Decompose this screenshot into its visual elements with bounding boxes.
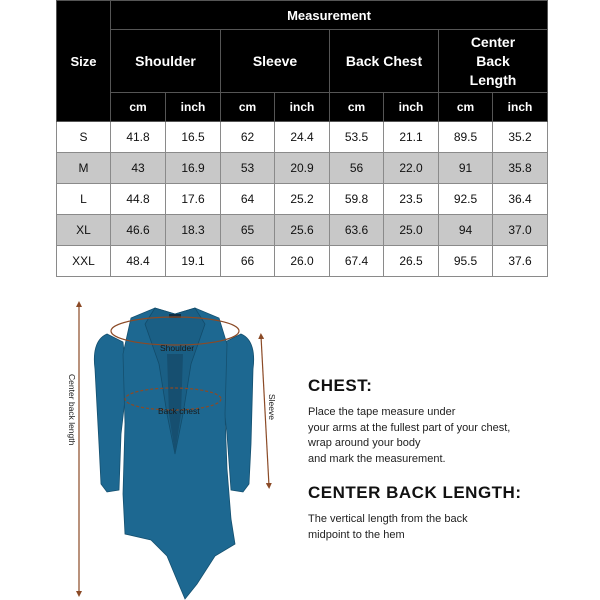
- table-cell: 92.5: [439, 184, 493, 215]
- shoulder-label: Shoulder: [160, 343, 195, 353]
- table-cell: 37.6: [493, 246, 548, 277]
- table-cell: 41.8: [111, 122, 166, 153]
- table-cell: 48.4: [111, 246, 166, 277]
- unit-header: cm: [439, 93, 493, 122]
- cardigan-measurement-figure: [55, 294, 295, 600]
- table-cell: 53: [221, 153, 275, 184]
- table-cell: 63.6: [330, 215, 384, 246]
- sleeve-header: Sleeve: [221, 30, 330, 93]
- table-cell: 20.9: [275, 153, 330, 184]
- table-cell: 94: [439, 215, 493, 246]
- size-cell: L: [57, 184, 111, 215]
- table-cell: 44.8: [111, 184, 166, 215]
- table-cell: 16.9: [166, 153, 221, 184]
- table-cell: 25.6: [275, 215, 330, 246]
- unit-header: inch: [493, 93, 548, 122]
- center-back-length-label: Center back length: [67, 374, 77, 446]
- table-cell: 21.1: [384, 122, 439, 153]
- table-cell: 25.2: [275, 184, 330, 215]
- table-header-row-columns: [57, 30, 548, 93]
- sleeve-label: Sleeve: [267, 394, 277, 420]
- measurement-header: Measurement: [111, 1, 548, 30]
- center-back-instruction-line: The vertical length from the back: [308, 513, 468, 525]
- center-back-length-title: CENTER BACK LENGTH:: [308, 483, 522, 502]
- table-row: [57, 184, 548, 215]
- table-cell: 26.5: [384, 246, 439, 277]
- table-row: [57, 153, 548, 184]
- table-header-row-title: [57, 1, 548, 30]
- table-row: [57, 246, 548, 277]
- unit-header: inch: [166, 93, 221, 122]
- size-cell: XL: [57, 215, 111, 246]
- unit-header: cm: [111, 93, 166, 122]
- table-cell: 66: [221, 246, 275, 277]
- table-cell: 37.0: [493, 215, 548, 246]
- center-back-length-instructions: [308, 512, 468, 543]
- left-sleeve: [94, 334, 127, 492]
- table-cell: 53.5: [330, 122, 384, 153]
- table-cell: 26.0: [275, 246, 330, 277]
- table-cell: 36.4: [493, 184, 548, 215]
- back-chest-label: Back chest: [158, 406, 200, 416]
- table-cell: 23.5: [384, 184, 439, 215]
- unit-header: cm: [221, 93, 275, 122]
- table-row: [57, 215, 548, 246]
- table-cell: 56: [330, 153, 384, 184]
- table-cell: 19.1: [166, 246, 221, 277]
- table-cell: 89.5: [439, 122, 493, 153]
- table-cell: 18.3: [166, 215, 221, 246]
- size-chart-table: [56, 0, 548, 277]
- table-cell: 59.8: [330, 184, 384, 215]
- table-cell: 67.4: [330, 246, 384, 277]
- table-cell: 25.0: [384, 215, 439, 246]
- chest-instruction-line: Place the tape measure under: [308, 406, 456, 418]
- unit-header: inch: [275, 93, 330, 122]
- table-cell: 91: [439, 153, 493, 184]
- chest-instruction-line: and mark the measurement.: [308, 452, 446, 465]
- table-cell: 17.6: [166, 184, 221, 215]
- table-cell: 35.8: [493, 153, 548, 184]
- table-header-row-units: [57, 93, 548, 122]
- back-chest-header: Back Chest: [330, 30, 439, 93]
- size-column-header: Size: [57, 1, 111, 122]
- table-cell: 43: [111, 153, 166, 184]
- shoulder-header: Shoulder: [111, 30, 221, 93]
- table-cell: 64: [221, 184, 275, 215]
- size-cell: M: [57, 153, 111, 184]
- table-cell: 62: [221, 122, 275, 153]
- chest-instruction-line: wrap around your body: [308, 437, 421, 449]
- table-cell: 22.0: [384, 153, 439, 184]
- chest-title: CHEST:: [308, 376, 373, 395]
- table-cell: 16.5: [166, 122, 221, 153]
- size-cell: S: [57, 122, 111, 153]
- unit-header: inch: [384, 93, 439, 122]
- table-row: [57, 122, 548, 153]
- size-cell: XXL: [57, 246, 111, 277]
- table-cell: 95.5: [439, 246, 493, 277]
- table-cell: 35.2: [493, 122, 548, 153]
- center-back-length-header-text: Center Back Length: [469, 33, 517, 88]
- unit-header: cm: [330, 93, 384, 122]
- chest-instructions: [308, 405, 510, 467]
- center-back-instruction-line: midpoint to the hem: [308, 528, 405, 541]
- table-cell: 24.4: [275, 122, 330, 153]
- table-cell: 46.6: [111, 215, 166, 246]
- center-back-length-header: [439, 30, 548, 93]
- chest-instruction-line: your arms at the fullest part of your chest,: [308, 421, 511, 434]
- table-cell: 65: [221, 215, 275, 246]
